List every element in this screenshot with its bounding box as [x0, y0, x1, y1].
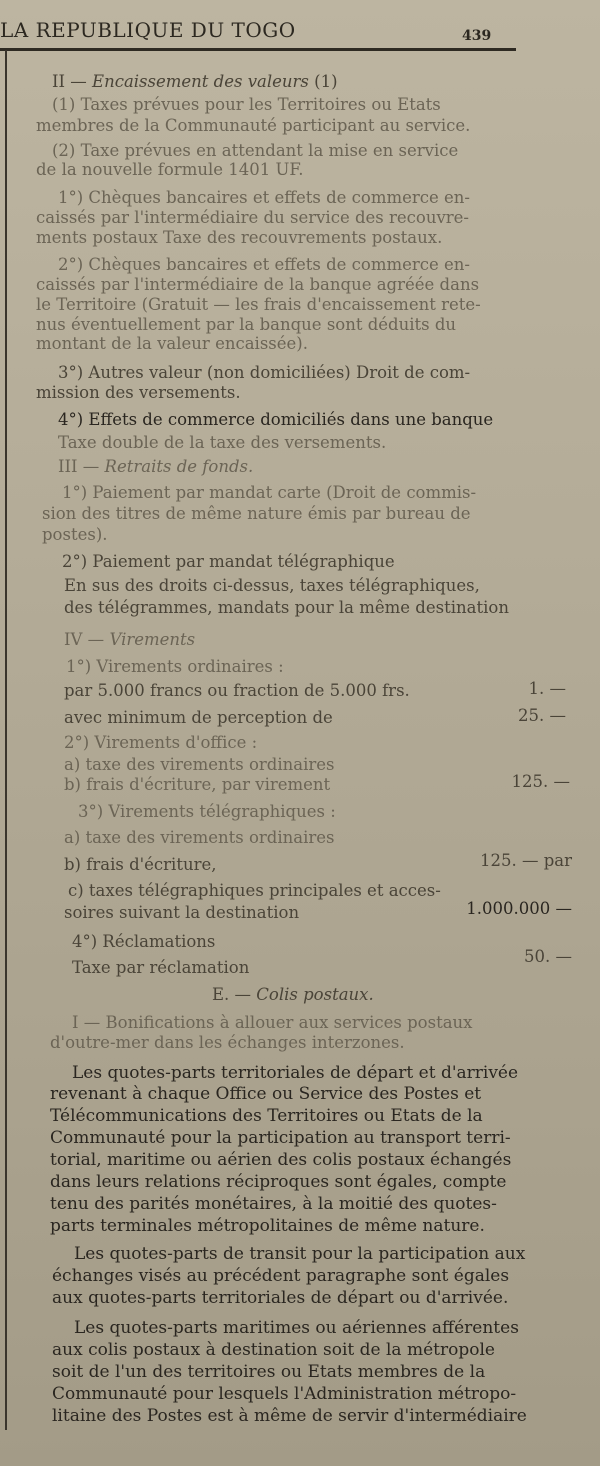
telegraph-transfers-title: 3°) Virements télégraphiques :	[78, 802, 336, 821]
colis-para-1-line: parts terminales métropolitaines de même nature.	[50, 1216, 485, 1236]
telegraph-fee-c-value: 1.000.000 —	[466, 899, 572, 918]
ii-item-4-line: 4°) Effets de commerce domiciliés dans une banque	[58, 410, 494, 429]
iii-item-1-line: sion des titres de même nature émis par bureau de	[42, 504, 471, 523]
telegraph-fee-c: c) taxes télégraphiques principales et acces-	[68, 881, 441, 900]
ii-item-1-line: ments postaux Taxe des recouvrements postaux.	[36, 228, 443, 247]
office-fee-a: a) taxe des virements ordinaires	[64, 755, 335, 774]
ordinary-transfers-title: 1°) Virements ordinaires :	[66, 657, 284, 676]
claims-line: Taxe par réclamation	[72, 958, 250, 977]
colis-para-3-line: aux colis postaux à destination soit de la métropole	[52, 1340, 495, 1360]
header-rule	[0, 48, 516, 51]
colis-para-3-line: soit de l'un des territoires ou Etats membres de la	[52, 1362, 486, 1382]
ii-item-3-line: 3°) Autres valeur (non domiciliées) Droit de com-	[58, 363, 471, 382]
colis-para-1-line: dans leurs relations réciproques sont égales, compte	[50, 1172, 507, 1192]
left-margin-rule	[5, 50, 7, 1430]
note-1-line: membres de la Communauté participant au service.	[36, 116, 471, 135]
section-e-heading: E. — Colis postaux.	[212, 985, 374, 1004]
ii-item-2-line: nus éventuellement par la banque sont déduits du	[36, 315, 457, 334]
note-2-line: (2) Taxe prévues en attendant la mise en service	[52, 141, 459, 160]
ordinary-rate-line: par 5.000 francs ou fraction de 5.000 frs.	[64, 681, 410, 700]
colis-para-1-line: torial, maritime ou aérien des colis postaux échangés	[50, 1150, 512, 1170]
office-fee-value: 125. —	[511, 772, 570, 791]
claims-title: 4°) Réclamations	[72, 932, 216, 951]
telegraph-fee-c: soires suivant la destination	[64, 903, 300, 922]
ii-item-1-line: caissés par l'intermédiaire du service des recouvre-	[36, 208, 470, 227]
iii-item-1-line: 1°) Paiement par mandat carte (Droit de commis-	[62, 483, 477, 502]
colis-para-2-line: aux quotes-parts territoriales de départ ou d'arrivée.	[52, 1288, 509, 1308]
iii-item-2-line: 2°) Paiement par mandat télégraphique	[62, 552, 395, 571]
colis-subheading-line: d'outre-mer dans les échanges interzones.	[50, 1033, 405, 1052]
colis-para-1-line: revenant à chaque Office ou Service des Postes et	[50, 1084, 482, 1104]
colis-para-2-line: échanges visés au précédent paragraphe sont égales	[52, 1266, 510, 1286]
colis-para-1-line: tenu des parités monétaires, à la moitié des quotes-	[50, 1194, 497, 1214]
section-ii-heading: II — Encaissement des valeurs (1)	[52, 72, 338, 91]
iii-item-1-line: postes).	[42, 525, 108, 544]
colis-para-1-line: Les quotes-parts territoriales de départ et d'arrivée	[72, 1063, 519, 1083]
office-transfers-title: 2°) Virements d'office :	[64, 733, 258, 752]
colis-subheading-line: I — Bonifications à allouer aux services postaux	[72, 1013, 473, 1032]
ii-item-1-line: 1°) Chèques bancaires et effets de commerce en-	[58, 188, 471, 207]
colis-para-3-line: Communauté pour lesquels l'Administration métropo-	[52, 1384, 517, 1404]
iii-item-2-line: En sus des droits ci-dessus, taxes télégraphiques,	[64, 576, 480, 595]
telegraph-fee-b: b) frais d'écriture,	[64, 855, 217, 874]
colis-para-1-line: Communauté pour la participation au transport terri-	[50, 1128, 511, 1148]
ordinary-minimum-value: 25. —	[518, 706, 566, 725]
ii-item-2-line: 2°) Chèques bancaires et effets de commerce en-	[58, 255, 471, 274]
claims-value: 50. —	[524, 947, 572, 966]
ii-item-2-line: caissés par l'intermédiaire de la banque agréée dans	[36, 275, 480, 294]
ii-item-4-line: Taxe double de la taxe des versements.	[58, 433, 387, 452]
section-iv-heading: IV — Virements	[64, 630, 196, 649]
colis-para-3-line: litaine des Postes est à même de servir d'intermédiaire	[52, 1406, 527, 1426]
running-header-title: LA REPUBLIQUE DU TOGO	[0, 18, 296, 42]
colis-para-1-line: Télécommunications des Territoires ou Etats de la	[50, 1106, 483, 1126]
ii-item-2-line: le Territoire (Gratuit — les frais d'encaissement rete-	[36, 295, 481, 314]
page-number: 439	[462, 28, 492, 44]
telegraph-fee-b-value: 125. — par	[479, 851, 572, 870]
ordinary-rate-value: 1. —	[528, 679, 566, 698]
colis-para-2-line: Les quotes-parts de transit pour la participation aux	[74, 1244, 526, 1264]
note-1-line: (1) Taxes prévues pour les Territoires ou Etats	[52, 95, 441, 114]
section-iii-heading: III — Retraits de fonds.	[58, 457, 254, 476]
note-2-line: de la nouvelle formule 1401 UF.	[36, 160, 304, 179]
iii-item-2-line: des télégrammes, mandats pour la même destination	[64, 598, 509, 617]
colis-para-3-line: Les quotes-parts maritimes ou aériennes afférentes	[74, 1318, 519, 1338]
telegraph-fee-a: a) taxe des virements ordinaires	[64, 828, 335, 847]
ordinary-minimum-line: avec minimum de perception de	[64, 708, 333, 727]
ii-item-2-line: montant de la valeur encaissée).	[36, 334, 308, 353]
ii-item-3-line: mission des versements.	[36, 383, 241, 402]
office-fee-b: b) frais d'écriture, par virement	[64, 775, 331, 794]
